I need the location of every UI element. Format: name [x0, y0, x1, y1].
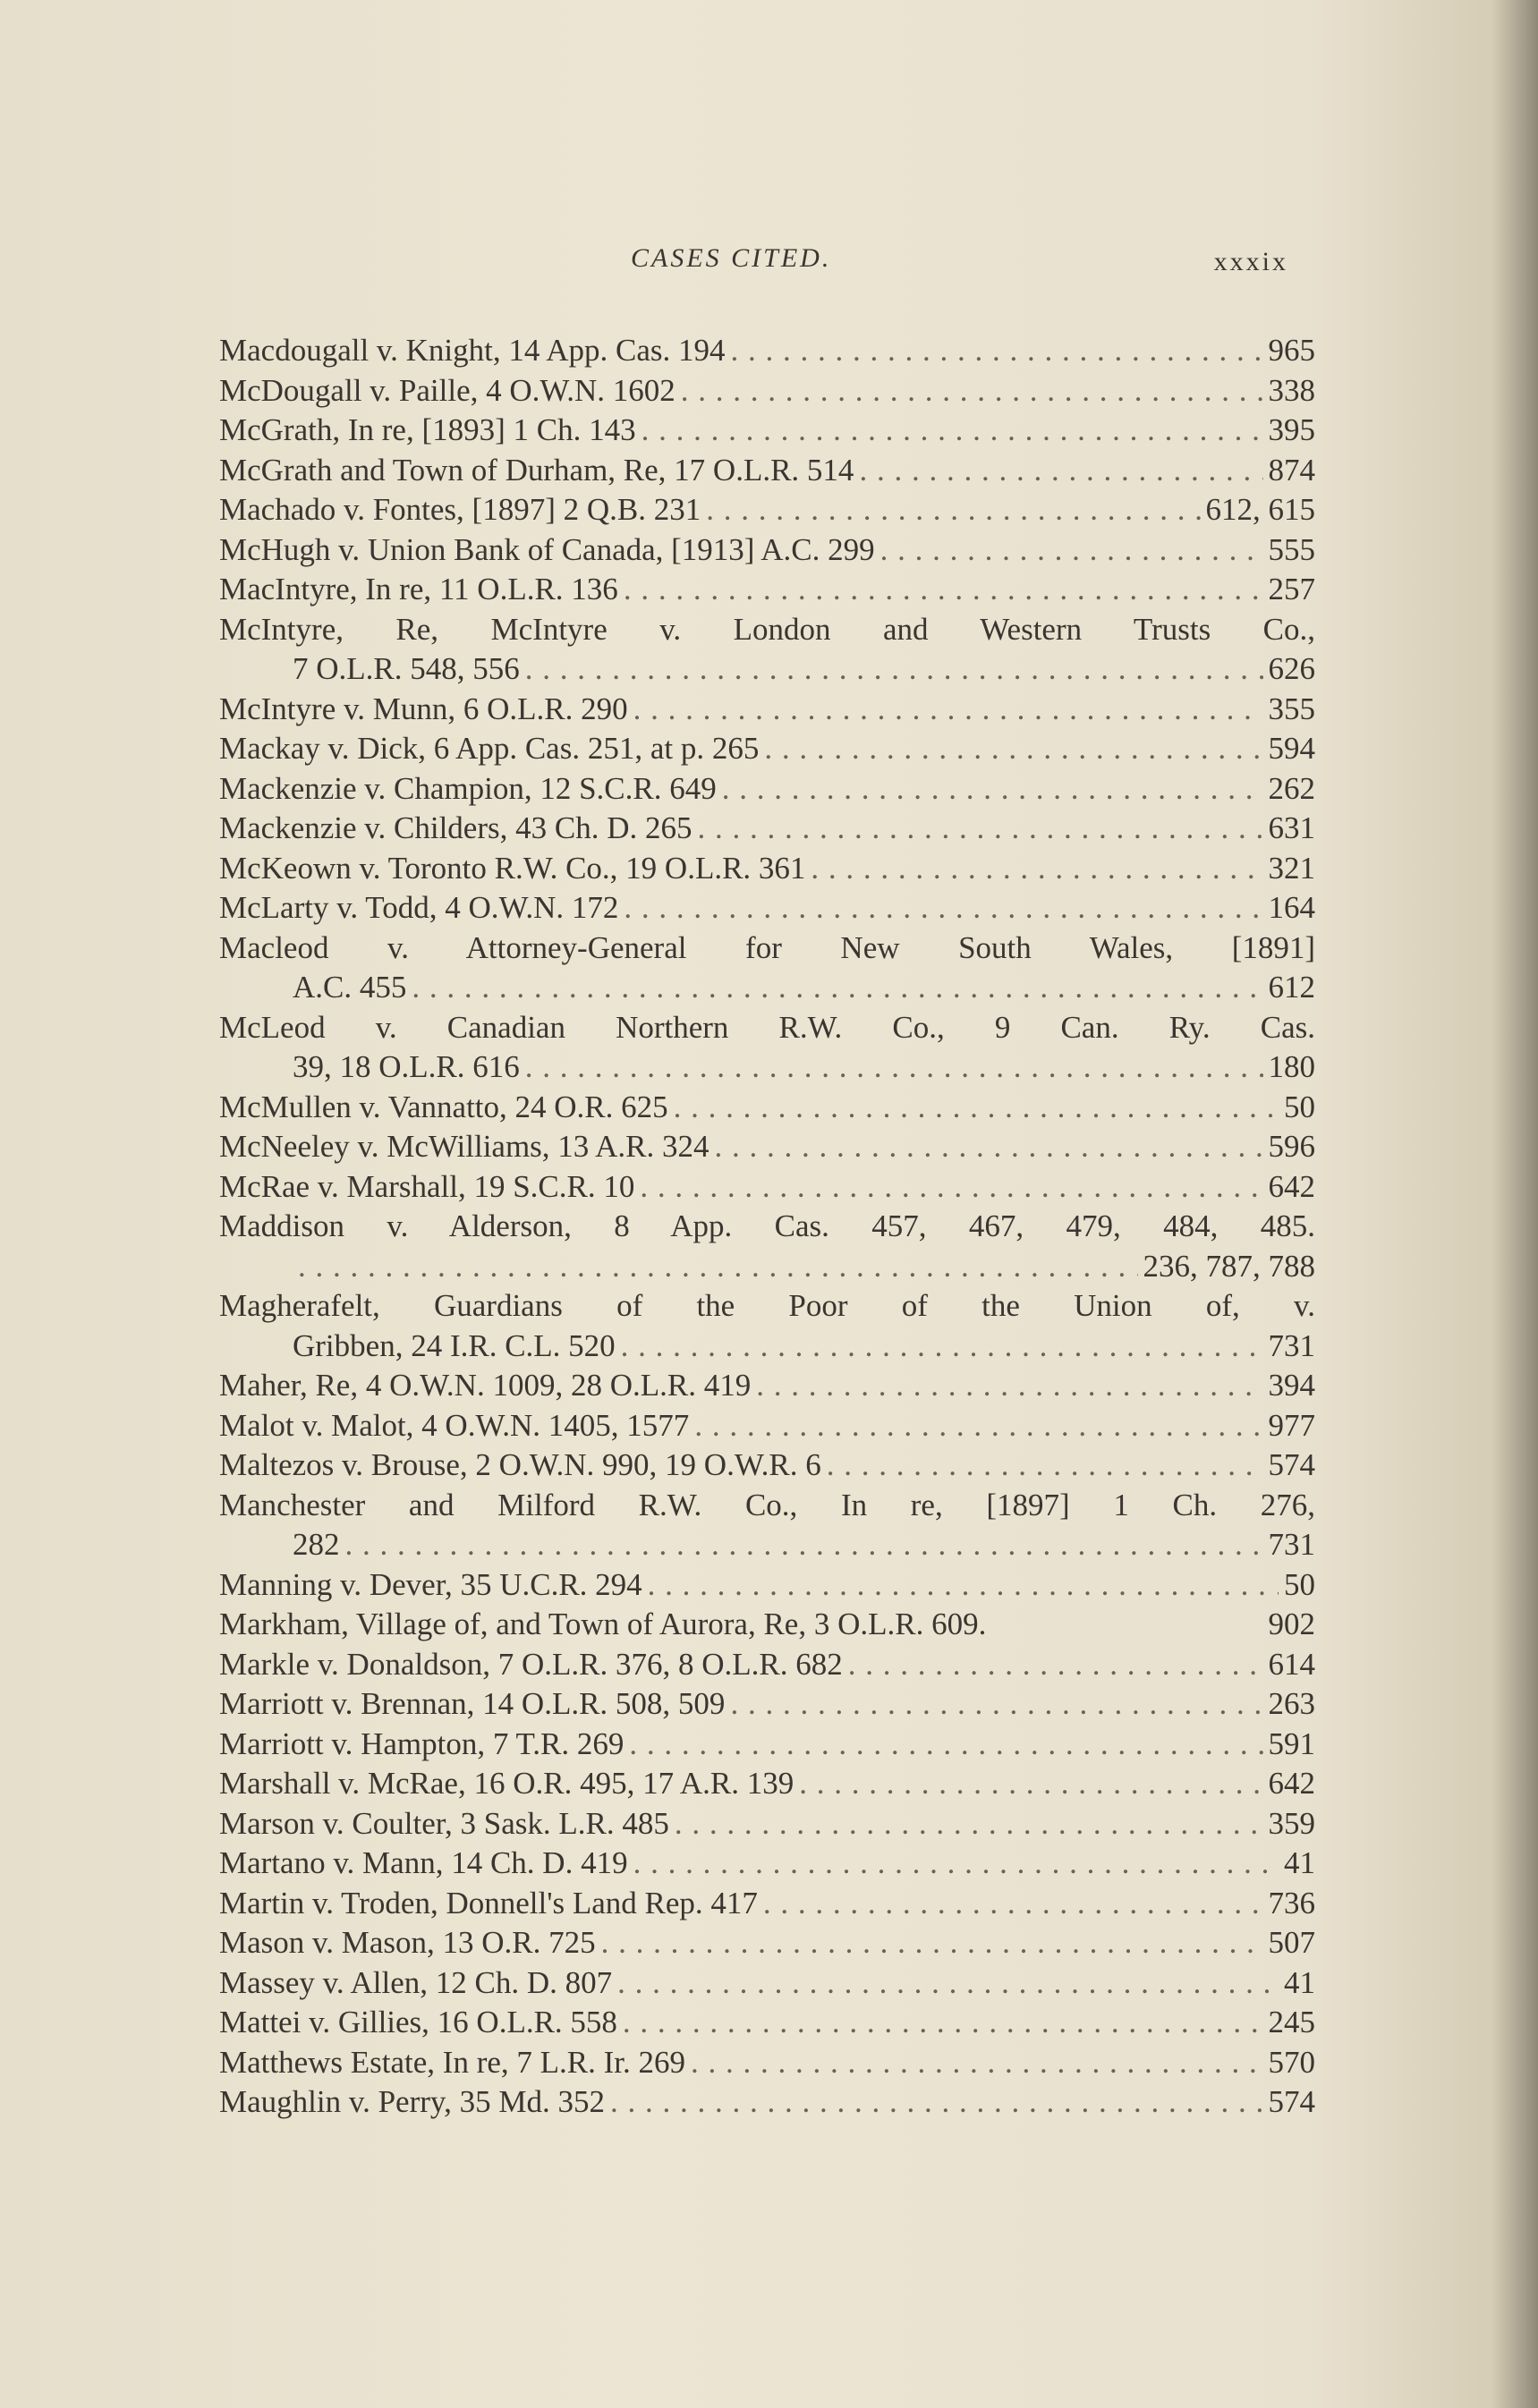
case-citation: Manning v. Dever, 35 U.C.R. 294	[219, 1566, 642, 1602]
dot-leader	[648, 1565, 1279, 1606]
case-entry-line	[219, 1247, 1315, 1287]
case-citation: Mattei v. Gillies, 16 O.L.R. 558	[219, 2005, 617, 2039]
case-entry-line	[219, 1286, 1315, 1327]
case-entry-line	[219, 1127, 1315, 1167]
page-reference: 570	[1268, 2044, 1315, 2080]
case-entry-line	[219, 849, 1315, 889]
page-reference: 614	[1268, 1646, 1315, 1682]
case-citation: Maltezos v. Brouse, 2 O.W.N. 990, 19 O.W.R. 6	[219, 1447, 821, 1482]
case-entry-line	[219, 1525, 1315, 1565]
dot-leader	[764, 729, 1262, 769]
case-citation: McGrath and Town of Durham, Re, 17 O.L.R. 514	[219, 452, 854, 488]
page-reference: 555	[1268, 531, 1315, 567]
case-citation: McMullen v. Vannatto, 24 O.R. 625	[219, 1089, 668, 1124]
dot-leader	[811, 849, 1262, 889]
case-citation: Maughlin v. Perry, 35 Md. 352	[219, 2084, 605, 2119]
page-reference: 394	[1268, 1368, 1315, 1403]
page-reference: 257	[1268, 572, 1315, 606]
dot-leader	[298, 1247, 1138, 1287]
case-citation: Marriott v. Hampton, 7 T.R. 269	[219, 1725, 625, 1761]
case-citation: McHugh v. Union Bank of Canada, [1913] A.C. 299	[219, 531, 875, 567]
dot-leader	[848, 1645, 1263, 1685]
page-reference: 612	[1268, 970, 1315, 1005]
page-reference: 245	[1268, 2005, 1315, 2039]
case-citation: Marriott v. Brennan, 14 O.L.R. 508, 509	[219, 1686, 726, 1721]
page-reference: 874	[1268, 452, 1315, 488]
dot-leader	[525, 649, 1263, 690]
running-title: CASES CITED.	[631, 243, 832, 273]
page-reference: 642	[1268, 1168, 1315, 1204]
page-reference: 594	[1268, 731, 1315, 766]
page-reference: 50	[1284, 1566, 1315, 1602]
page-reference: 574	[1268, 2084, 1315, 2119]
dot-leader	[715, 1127, 1263, 1167]
case-entry-line	[219, 1008, 1315, 1048]
case-citation: Maher, Re, 4 O.W.N. 1009, 28 O.L.R. 419	[219, 1368, 752, 1403]
dot-leader	[674, 1088, 1279, 1128]
page-reference: 631	[1268, 810, 1315, 845]
dot-leader	[730, 1684, 1262, 1725]
case-entry-line	[219, 1327, 1315, 1367]
case-citation: Malot v. Malot, 4 O.W.N. 1405, 1577	[219, 1407, 690, 1443]
page-reference: 596	[1268, 1129, 1315, 1164]
page-reference: 395	[1268, 412, 1315, 447]
dot-leader	[412, 968, 1262, 1008]
page-reference: 41	[1284, 1964, 1315, 2000]
dot-leader	[799, 1764, 1262, 1804]
page-reference: 164	[1268, 890, 1315, 925]
case-entry-line	[219, 1565, 1315, 1606]
case-citation: Gribben, 24 I.R. C.L. 520	[293, 1327, 616, 1363]
case-entry-line	[219, 1884, 1315, 1924]
case-citation: Martin v. Troden, Donnell's Land Rep. 417	[219, 1885, 758, 1920]
dot-leader	[525, 1047, 1263, 1088]
case-citation: Maddison v. Alderson, 8 App. Cas. 457, 467, 479, 484, 485.	[219, 1208, 1315, 1243]
page-reference: 642	[1268, 1766, 1315, 1801]
case-citation: 7 O.L.R. 548, 556	[293, 651, 520, 686]
case-entry-line	[219, 2003, 1315, 2043]
page-reference: 612, 615	[1205, 492, 1315, 527]
case-citation: McRae v. Marshall, 19 S.C.R. 10	[219, 1168, 635, 1204]
case-citation: McIntyre v. Munn, 6 O.L.R. 290	[219, 691, 628, 726]
case-entry-line	[219, 1088, 1315, 1128]
page-reference: 180	[1268, 1049, 1315, 1084]
case-entry-line	[219, 371, 1315, 411]
case-entry-line	[219, 451, 1315, 491]
page-reference: 591	[1268, 1725, 1315, 1761]
page-reference: 359	[1268, 1805, 1315, 1841]
dot-leader	[722, 769, 1263, 810]
case-entry-line	[219, 1167, 1315, 1208]
page-number: xxxix	[1213, 247, 1288, 276]
page-reference: 41	[1284, 1845, 1315, 1880]
case-citation: McLarty v. Todd, 4 O.W.N. 172	[219, 890, 619, 925]
case-entry-line	[219, 1725, 1315, 1765]
case-citation: Markle v. Donaldson, 7 O.L.R. 376, 8 O.L.R. 682	[219, 1646, 843, 1682]
case-citation: Marshall v. McRae, 16 O.R. 495, 17 A.R. 139	[219, 1766, 794, 1801]
page-header	[219, 243, 1288, 288]
case-citation: Mackay v. Dick, 6 App. Cas. 251, at p. 265	[219, 731, 760, 766]
case-citation: Martano v. Mann, 14 Ch. D. 419	[219, 1845, 628, 1880]
dot-leader	[633, 690, 1263, 730]
dot-leader	[621, 1327, 1263, 1367]
dot-leader	[601, 1923, 1263, 1963]
case-citation: McDougall v. Paille, 4 O.W.N. 1602	[219, 372, 676, 408]
dot-leader	[730, 331, 1262, 371]
page-reference: 236, 787, 788	[1143, 1248, 1315, 1284]
case-entry-line	[219, 1923, 1315, 1963]
case-citation: Marson v. Coulter, 3 Sask. L.R. 485	[219, 1805, 669, 1841]
dot-leader	[642, 411, 1263, 451]
case-entry-line	[219, 1645, 1315, 1685]
page-reference: 574	[1268, 1447, 1315, 1482]
dot-leader	[691, 2043, 1262, 2083]
case-entry-line	[219, 928, 1315, 969]
case-entry-line	[219, 530, 1315, 571]
dot-leader	[756, 1366, 1262, 1406]
dot-leader	[610, 2082, 1263, 2123]
case-entry-line	[219, 1844, 1315, 1884]
page-reference: 902	[1268, 1607, 1315, 1641]
case-citation: Machado v. Fontes, [1897] 2 Q.B. 231	[219, 492, 701, 527]
case-entry-line	[219, 1486, 1315, 1526]
case-entry-line	[219, 888, 1315, 928]
dot-leader	[706, 490, 1200, 530]
case-citation: A.C. 455	[293, 970, 407, 1005]
case-entry-line	[219, 2082, 1315, 2123]
dot-leader	[345, 1525, 1263, 1565]
page-reference: 626	[1268, 651, 1315, 686]
case-entry-line	[219, 729, 1315, 769]
page-reference: 507	[1268, 1925, 1315, 1960]
dot-leader	[681, 371, 1263, 411]
dot-leader	[624, 570, 1263, 610]
page-reference: 262	[1268, 770, 1315, 806]
dot-leader	[827, 1446, 1263, 1486]
case-entry-line	[219, 968, 1315, 1008]
case-citation: Mackenzie v. Childers, 43 Ch. D. 265	[219, 810, 693, 845]
case-citation: Macleod v. Attorney-General for New South Wales, [1891]	[219, 929, 1315, 965]
case-entry-line	[219, 570, 1315, 610]
case-entry-line	[219, 809, 1315, 849]
case-citation: Macdougall v. Knight, 14 App. Cas. 194	[219, 333, 726, 368]
case-entry-line	[219, 1963, 1315, 2004]
dot-leader	[763, 1884, 1263, 1924]
case-citation: Mackenzie v. Champion, 12 S.C.R. 649	[219, 770, 717, 806]
case-citation: 282	[293, 1527, 340, 1562]
case-citation: McLeod v. Canadian Northern R.W. Co., 9 Can. Ry. Cas.	[219, 1009, 1315, 1045]
page-reference: 263	[1268, 1686, 1315, 1721]
dot-leader	[624, 888, 1262, 928]
dot-leader	[640, 1167, 1262, 1208]
dot-leader	[629, 1725, 1262, 1765]
case-citation: McIntyre, Re, McIntyre v. London and Western Trusts Co.,	[219, 611, 1315, 647]
case-entry-line	[219, 1366, 1315, 1406]
page-reference: 50	[1284, 1089, 1315, 1124]
case-citation: 39, 18 O.L.R. 616	[293, 1049, 520, 1084]
case-entry-line	[219, 769, 1315, 810]
page-reference: 977	[1268, 1407, 1315, 1443]
page-reference: 321	[1268, 850, 1315, 886]
case-entry-line	[219, 1207, 1315, 1247]
page-reference: 965	[1268, 333, 1315, 368]
case-citation: Magherafelt, Guardians of the Poor of the Union of, v.	[219, 1288, 1315, 1323]
case-entry-line	[219, 1764, 1315, 1804]
dot-leader	[697, 809, 1262, 849]
case-citation: Manchester and Milford R.W. Co., In re, [1897] 1 Ch. 276,	[219, 1487, 1315, 1522]
case-entry-line	[219, 490, 1315, 530]
case-citation: McNeeley v. McWilliams, 13 A.R. 324	[219, 1129, 710, 1164]
case-citation: Massey v. Allen, 12 Ch. D. 807	[219, 1964, 613, 2000]
case-citation: McKeown v. Toronto R.W. Co., 19 O.L.R. 361	[219, 850, 806, 886]
dot-leader	[633, 1844, 1279, 1884]
case-entry-line	[219, 1804, 1315, 1844]
case-entry-line	[219, 1406, 1315, 1446]
case-citation: Markham, Village of, and Town of Aurora, Re, 3 O.L.R. 609.	[219, 1607, 987, 1641]
case-entry-line	[219, 610, 1315, 650]
case-citation: McGrath, In re, [1893] 1 Ch. 143	[219, 412, 636, 447]
page-reference: 736	[1268, 1885, 1315, 1920]
case-entry-line	[219, 331, 1315, 371]
dot-leader	[694, 1406, 1262, 1446]
case-entry-line	[219, 1684, 1315, 1725]
dot-leader	[675, 1804, 1263, 1844]
page-reference: 355	[1268, 691, 1315, 726]
dot-leader	[617, 1963, 1279, 2004]
case-entry-line	[219, 2043, 1315, 2083]
dot-leader	[623, 2003, 1263, 2043]
case-citation: Matthews Estate, In re, 7 L.R. Ir. 269	[219, 2044, 686, 2080]
page-reference: 338	[1268, 372, 1315, 408]
dot-leader	[880, 530, 1263, 571]
case-entry-line	[219, 1446, 1315, 1486]
cases-cited-list	[219, 331, 1315, 2123]
dot-leader	[859, 451, 1262, 491]
case-entry-line	[219, 649, 1315, 690]
page-reference: 731	[1268, 1327, 1315, 1363]
case-entry-line	[219, 1047, 1315, 1088]
case-entry-line	[219, 690, 1315, 730]
case-citation: Mason v. Mason, 13 O.R. 725	[219, 1925, 596, 1960]
case-citation: MacIntyre, In re, 11 O.L.R. 136	[219, 572, 618, 606]
page-reference: 731	[1268, 1527, 1315, 1562]
case-entry-line	[219, 411, 1315, 451]
case-entry-line	[219, 1605, 1315, 1645]
